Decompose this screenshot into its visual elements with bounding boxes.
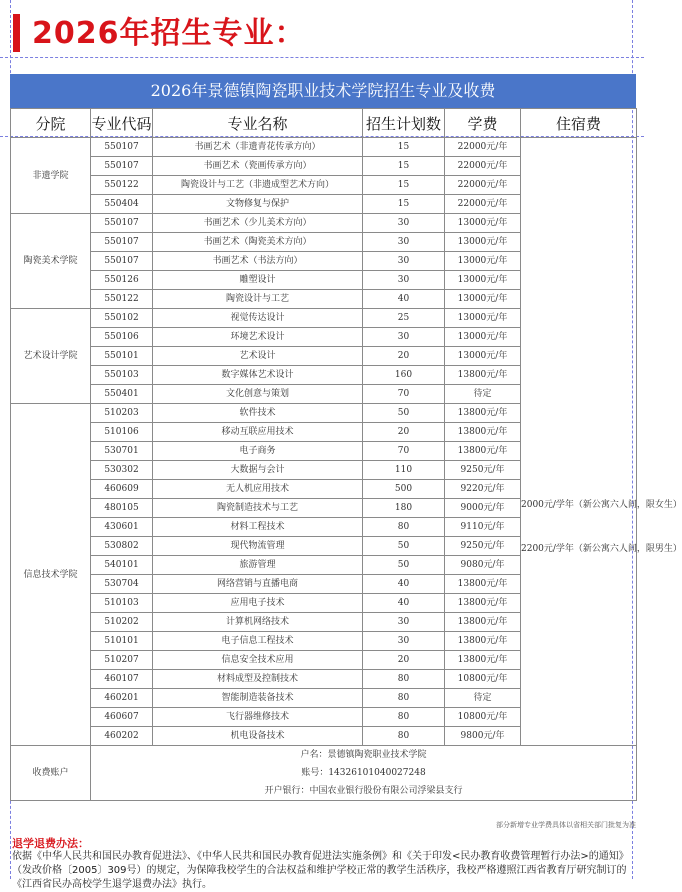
major-name: 智能制造装备技术: [153, 689, 363, 708]
account-details: [91, 746, 637, 801]
tuition-fee: 13000元/年: [445, 328, 521, 347]
enroll-plan: 80: [363, 518, 445, 537]
tuition-fee: 13800元/年: [445, 575, 521, 594]
major-name: 信息安全技术应用: [153, 651, 363, 670]
dorm-fee-male: 2200元/学年（新公寓六人间，限男生）: [521, 543, 682, 554]
tuition-fee: 22000元/年: [445, 157, 521, 176]
major-code: 550122: [91, 176, 153, 195]
enroll-plan: 25: [363, 309, 445, 328]
tuition-fee: 9250元/年: [445, 537, 521, 556]
enroll-plan: 20: [363, 423, 445, 442]
major-name: 艺术设计: [153, 347, 363, 366]
enroll-plan: 80: [363, 670, 445, 689]
account-bank: 开户银行：中国农业银行股份有限公司浮梁县支行: [264, 786, 463, 796]
enroll-plan: 30: [363, 233, 445, 252]
enroll-plan: 500: [363, 480, 445, 499]
major-name: 数字媒体艺术设计: [153, 366, 363, 385]
major-name: 材料工程技术: [153, 518, 363, 537]
major-name: 电子商务: [153, 442, 363, 461]
major-code: 460609: [91, 480, 153, 499]
tuition-fee: 13000元/年: [445, 309, 521, 328]
enroll-plan: 80: [363, 727, 445, 746]
dept-feiyi: 非遗学院: [11, 138, 91, 214]
major-name: 书画艺术（陶瓷美术方向）: [153, 233, 363, 252]
tuition-fee: 13000元/年: [445, 347, 521, 366]
tuition-fee: 13800元/年: [445, 423, 521, 442]
major-name: 应用电子技术: [153, 594, 363, 613]
tuition-fee: 13800元/年: [445, 594, 521, 613]
major-code: 510101: [91, 632, 153, 651]
enroll-plan: 80: [363, 689, 445, 708]
header-tuition: 学费: [445, 109, 521, 138]
header-dept: 分院: [11, 109, 91, 138]
dept-meishu: 陶瓷美术学院: [11, 214, 91, 309]
header-dorm: 住宿费: [521, 109, 637, 138]
account-number: 账号：14326101040027248: [301, 768, 426, 778]
tuition-fee: 13800元/年: [445, 632, 521, 651]
tuition-fee: 13800元/年: [445, 613, 521, 632]
major-code: 550106: [91, 328, 153, 347]
major-name: 网络营销与直播电商: [153, 575, 363, 594]
major-name: 视觉传达设计: [153, 309, 363, 328]
major-name: 书画艺术（瓷画传承方向）: [153, 157, 363, 176]
table-row: [11, 138, 637, 157]
tuition-fee: 13000元/年: [445, 252, 521, 271]
tuition-fee: 22000元/年: [445, 176, 521, 195]
major-name: 书画艺术（非遗青花传承方向）: [153, 138, 363, 157]
tuition-fee: 10800元/年: [445, 670, 521, 689]
major-name: 材料成型及控制技术: [153, 670, 363, 689]
major-code: 550107: [91, 252, 153, 271]
tuition-fee: 13000元/年: [445, 214, 521, 233]
tuition-fee: 9800元/年: [445, 727, 521, 746]
enroll-plan: 70: [363, 385, 445, 404]
major-name: 文化创意与策划: [153, 385, 363, 404]
table-title: 2026年景德镇陶瓷职业技术学院招生专业及收费: [10, 74, 636, 108]
fee-note: 部分新增专业学费具体以省相关部门批复为准: [496, 821, 636, 829]
major-code: 550122: [91, 290, 153, 309]
page-title: 2026年招生专业：: [32, 16, 306, 51]
major-name: 陶瓷制造技术与工艺: [153, 499, 363, 518]
major-code: 460607: [91, 708, 153, 727]
major-name: 陶瓷设计与工艺: [153, 290, 363, 309]
enroll-plan: 110: [363, 461, 445, 480]
enroll-plan: 50: [363, 556, 445, 575]
enroll-plan: 40: [363, 575, 445, 594]
major-name: 文物修复与保护: [153, 195, 363, 214]
refund-title: 退学退费办法：: [12, 837, 89, 850]
major-code: 430601: [91, 518, 153, 537]
enroll-plan: 80: [363, 708, 445, 727]
tuition-fee: 9080元/年: [445, 556, 521, 575]
enroll-plan: 30: [363, 214, 445, 233]
major-code: 530302: [91, 461, 153, 480]
enroll-plan: 20: [363, 651, 445, 670]
tuition-fee: 13800元/年: [445, 404, 521, 423]
major-code: 550401: [91, 385, 153, 404]
enroll-plan: 30: [363, 271, 445, 290]
major-name: 书画艺术（少儿美术方向）: [153, 214, 363, 233]
table-header-row: [11, 109, 637, 138]
major-name: 大数据与会计: [153, 461, 363, 480]
tuition-fee: 13000元/年: [445, 271, 521, 290]
major-code: 550126: [91, 271, 153, 290]
dorm-fee-cell: [521, 138, 682, 746]
major-code: 550107: [91, 214, 153, 233]
header-code: 专业代码: [91, 109, 153, 138]
enroll-plan: 15: [363, 176, 445, 195]
major-code: 530802: [91, 537, 153, 556]
dorm-fee-female: 2000元/学年（新公寓六人间，限女生）: [521, 499, 682, 510]
enroll-plan: 30: [363, 252, 445, 271]
enroll-plan: 15: [363, 138, 445, 157]
tuition-fee: 22000元/年: [445, 195, 521, 214]
major-name: 机电设备技术: [153, 727, 363, 746]
title-accent-bar: [13, 14, 20, 52]
major-code: 550101: [91, 347, 153, 366]
tuition-fee: 13800元/年: [445, 651, 521, 670]
major-code: 460202: [91, 727, 153, 746]
major-code: 510207: [91, 651, 153, 670]
major-code: 550102: [91, 309, 153, 328]
major-name: 现代物流管理: [153, 537, 363, 556]
major-name: 移动互联应用技术: [153, 423, 363, 442]
tuition-fee: 9250元/年: [445, 461, 521, 480]
major-code: 480105: [91, 499, 153, 518]
enroll-plan: 40: [363, 290, 445, 309]
enroll-plan: 70: [363, 442, 445, 461]
major-code: 510203: [91, 404, 153, 423]
major-code: 540101: [91, 556, 153, 575]
tuition-fee: 9000元/年: [445, 499, 521, 518]
account-label: 收费账户: [11, 746, 91, 801]
enroll-plan: 50: [363, 404, 445, 423]
enroll-plan: 30: [363, 632, 445, 651]
tuition-fee: 9110元/年: [445, 518, 521, 537]
enroll-plan: 160: [363, 366, 445, 385]
tuition-fee: 22000元/年: [445, 138, 521, 157]
refund-text: 依据《中华人民共和国民办教育促进法》、《中华人民共和国民办教育促进法实施条例》和《关于印发<民办教育收费管理暂行办法>的通知》（发改价格〔2005〕309号）的规定，为保障我校学生的合法权益和维护学校正常的教学生活秩序，我校严格遵照江西省教育厅研究制订的《江西省民办高校学生退学退费办法》执行。: [12, 851, 629, 890]
major-name: 无人机应用技术: [153, 480, 363, 499]
dept-xinxi: 信息技术学院: [11, 404, 91, 746]
tuition-fee: 9220元/年: [445, 480, 521, 499]
major-code: 530701: [91, 442, 153, 461]
major-code: 460201: [91, 689, 153, 708]
major-name: 电子信息工程技术: [153, 632, 363, 651]
major-name: 环境艺术设计: [153, 328, 363, 347]
major-name: 雕塑设计: [153, 271, 363, 290]
enroll-plan: 50: [363, 537, 445, 556]
account-row: [11, 746, 637, 801]
major-name: 书画艺术（书法方向）: [153, 252, 363, 271]
header-plan: 招生计划数: [363, 109, 445, 138]
enroll-plan: 30: [363, 613, 445, 632]
enroll-plan: 15: [363, 195, 445, 214]
fee-table: [10, 108, 682, 801]
major-code: 460107: [91, 670, 153, 689]
major-name: 计算机网络技术: [153, 613, 363, 632]
tuition-fee: 13000元/年: [445, 290, 521, 309]
major-code: 510202: [91, 613, 153, 632]
major-code: 550107: [91, 233, 153, 252]
major-code: 530704: [91, 575, 153, 594]
major-code: 550107: [91, 157, 153, 176]
major-code: 550107: [91, 138, 153, 157]
enroll-plan: 40: [363, 594, 445, 613]
tuition-fee: 待定: [445, 689, 521, 708]
major-code: 550404: [91, 195, 153, 214]
enroll-plan: 20: [363, 347, 445, 366]
major-name: 旅游管理: [153, 556, 363, 575]
major-name: 飞行器维修技术: [153, 708, 363, 727]
enroll-plan: 180: [363, 499, 445, 518]
fee-table-container: [10, 74, 682, 801]
major-name: 软件技术: [153, 404, 363, 423]
tuition-fee: 13800元/年: [445, 366, 521, 385]
major-name: 陶瓷设计与工艺（非遗成型艺术方向）: [153, 176, 363, 195]
header-name: 专业名称: [153, 109, 363, 138]
major-code: 550103: [91, 366, 153, 385]
dept-sheji: 艺术设计学院: [11, 309, 91, 404]
guide-line-top: [0, 57, 644, 58]
enroll-plan: 30: [363, 328, 445, 347]
enroll-plan: 15: [363, 157, 445, 176]
tuition-fee: 待定: [445, 385, 521, 404]
tuition-fee: 10800元/年: [445, 708, 521, 727]
account-name: 户名：景德镇陶瓷职业技术学院: [300, 750, 427, 760]
tuition-fee: 13800元/年: [445, 442, 521, 461]
major-code: 510103: [91, 594, 153, 613]
tuition-fee: 13000元/年: [445, 233, 521, 252]
major-code: 510106: [91, 423, 153, 442]
